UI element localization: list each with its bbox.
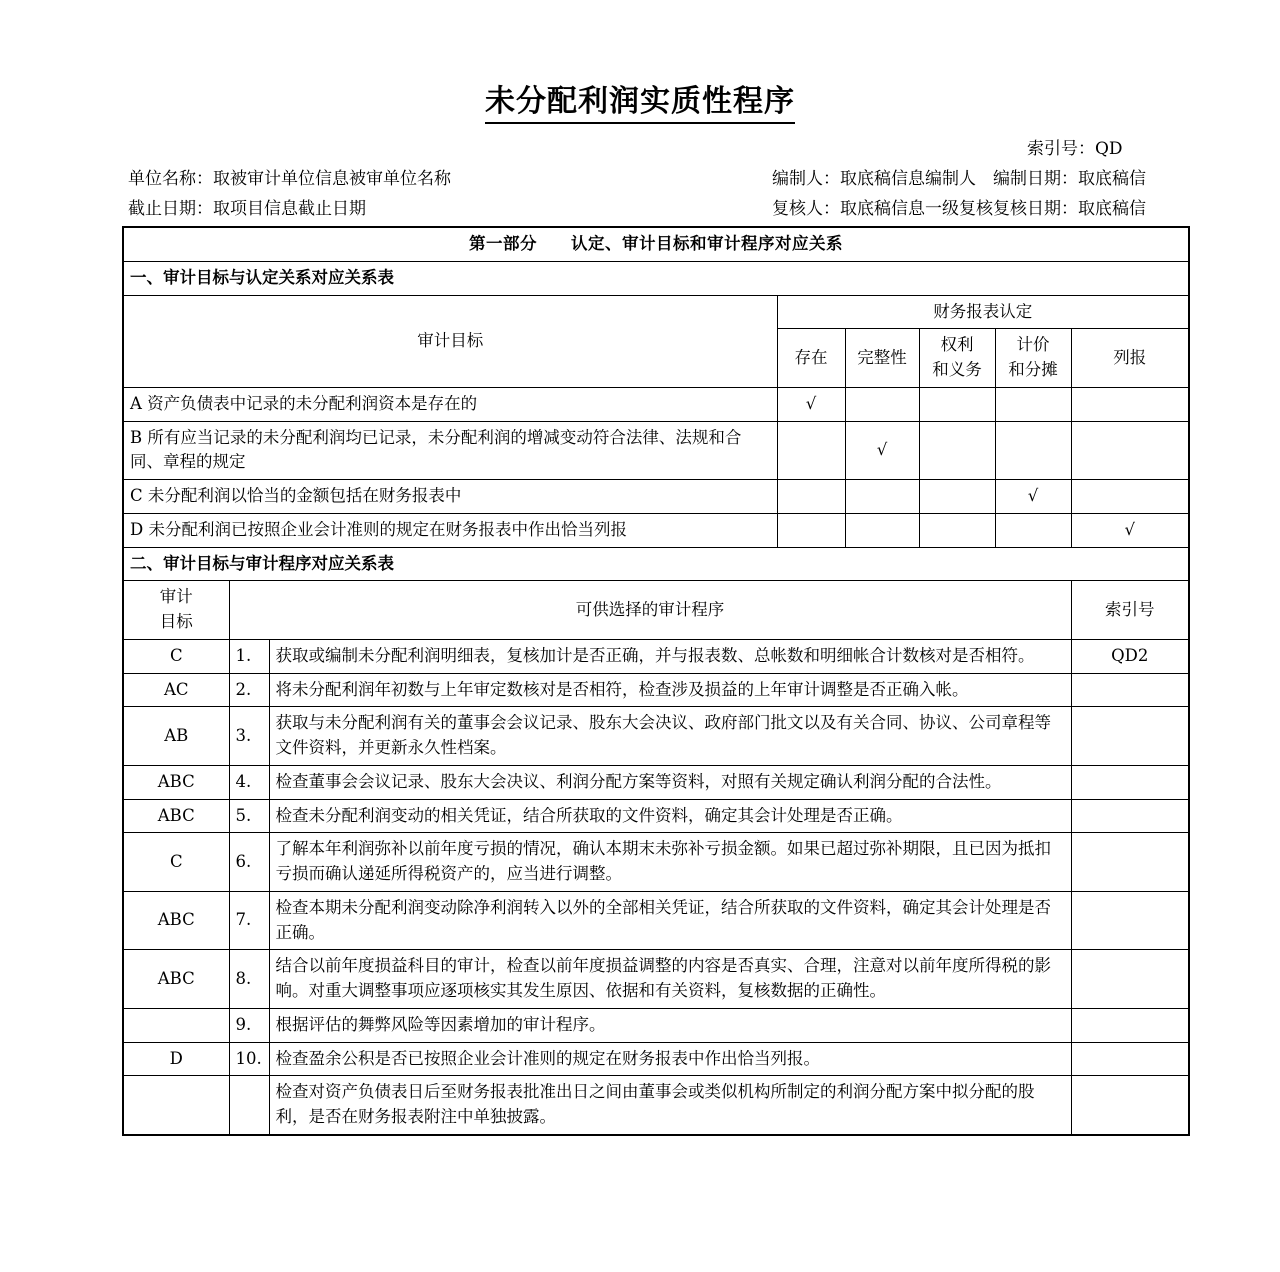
procedure-number-6: 6.: [229, 833, 269, 892]
assertion-row-a-valuation: [995, 387, 1071, 421]
section-two-row: [123, 547, 1189, 581]
procedure-header-objective-line1: 审计: [159, 587, 193, 607]
procedure-number-4: 4.: [229, 765, 269, 799]
assertion-row-a-presentation: [1071, 387, 1189, 421]
procedure-number-10: 10.: [229, 1042, 269, 1076]
procedure-objective-5: ABC: [123, 799, 229, 833]
meta-cutoff-date: 截止日期：取项目信息截止日期: [128, 199, 366, 219]
assertion-col-rights-obligations: [919, 329, 995, 388]
procedure-text-2: 将未分配利润年初数与上年审定数核对是否相符，检查涉及损益的上年审计调整是否正确入帐。: [269, 673, 1071, 707]
procedure-header-index: 索引号: [1071, 581, 1189, 640]
procedure-index-3: [1071, 707, 1189, 766]
assertion-col-valuation-line1: 计价: [1016, 335, 1050, 355]
assertion-col-existence-label: 存在: [794, 347, 828, 367]
procedure-index-9: [1071, 1008, 1189, 1042]
title-area: [0, 0, 1280, 124]
procedure-header-objective-line2: 目标: [159, 612, 193, 631]
procedure-objective-1: C: [123, 639, 229, 673]
audit-program-table-wrapper: [122, 226, 1188, 1136]
assertion-col-valuation-allocation: [995, 329, 1071, 388]
assertion-row-a-rights: [919, 387, 995, 421]
procedure-index-5: [1071, 799, 1189, 833]
procedure-index-7: [1071, 891, 1189, 950]
assertion-row-d-valuation: [995, 513, 1071, 547]
assertion-row-c-valuation: √: [995, 480, 1071, 514]
assertion-col-completeness: [845, 329, 919, 388]
assertion-row-c-existence: [777, 480, 845, 514]
procedure-text-11: 检查对资产负债表日后至财务报表批准出日之间由董事会或类似机构所制定的利润分配方案中拟分配的股利，是否在财务报表附注中单独披露。: [269, 1076, 1071, 1135]
assertion-row-a-completeness: [845, 387, 919, 421]
procedure-objective-2: AC: [123, 673, 229, 707]
part-one-band: [123, 227, 1189, 261]
procedure-objective-7: ABC: [123, 891, 229, 950]
procedure-text-5: 检查未分配利润变动的相关凭证，结合所获取的文件资料，确定其会计处理是否正确。: [269, 799, 1071, 833]
procedure-number-11: [229, 1076, 269, 1135]
assertion-row-c-presentation: [1071, 480, 1189, 514]
procedure-text-9: 根据评估的舞弊风险等因素增加的审计程序。: [269, 1008, 1071, 1042]
procedure-number-1: 1.: [229, 639, 269, 673]
assertion-row-d: [123, 513, 1189, 547]
assertion-row-b-existence: [777, 421, 845, 480]
table-row: [123, 765, 1189, 799]
page-title: 未分配利润实质性程序: [485, 84, 795, 124]
index-number-label: 索引号：QD: [1027, 139, 1123, 159]
table-row: [123, 950, 1189, 1009]
assertion-col-presentation: [1071, 329, 1189, 388]
procedure-index-11: [1071, 1076, 1189, 1135]
procedure-number-9: 9.: [229, 1008, 269, 1042]
section-one-row: [123, 261, 1189, 295]
procedure-objective-4: ABC: [123, 765, 229, 799]
meta-reviewer-line: 复核人：取底稿信息一级复核复核日期：取底稿信: [772, 199, 1146, 219]
table-row: [123, 833, 1189, 892]
procedure-index-10: [1071, 1042, 1189, 1076]
procedure-header-procedure: 可供选择的审计程序: [229, 581, 1071, 640]
procedure-objective-3: AB: [123, 707, 229, 766]
audit-program-table: [122, 226, 1190, 1136]
procedure-text-3: 获取与未分配利润有关的董事会会议记录、股东大会决议、政府部门批文以及有关合同、协议、公司章程等文件资料，并更新永久性档案。: [269, 707, 1071, 766]
table-row: [123, 707, 1189, 766]
procedure-text-4: 检查董事会会议记录、股东大会决议、利润分配方案等资料，对照有关规定确认利润分配的合法性。: [269, 765, 1071, 799]
table-row: [123, 799, 1189, 833]
assertion-row-d-existence: [777, 513, 845, 547]
part-one-band-label: 第一部分 认定、审计目标和审计程序对应关系: [469, 234, 843, 253]
assertion-col-completeness-label: 完整性: [857, 347, 907, 367]
table-row: [123, 1076, 1189, 1135]
table-row: [123, 673, 1189, 707]
procedure-index-6: [1071, 833, 1189, 892]
part-one-band-row: [123, 227, 1189, 261]
section-one-heading: 一、审计目标与认定关系对应关系表: [123, 261, 1189, 295]
document-meta-header: [0, 134, 1280, 220]
procedure-index-1: QD2: [1071, 639, 1189, 673]
assertion-col-rights-line2: 和义务: [932, 360, 982, 379]
meta-right-column: [772, 164, 1280, 224]
meta-left-column: [128, 164, 451, 224]
assertion-row-b-completeness: √: [845, 421, 919, 480]
assertion-col-presentation-label: 列报: [1113, 347, 1147, 367]
assertion-row-c: [123, 480, 1189, 514]
procedure-text-8: 结合以前年度损益科目的审计，检查以前年度损益调整的内容是否真实、合理，注意对以前年度所得税的影响。对重大调整事项应逐项核实其发生原因、依据和有关资料，复核数据的正确性。: [269, 950, 1071, 1009]
procedure-objective-6: C: [123, 833, 229, 892]
assertion-row-c-label: C 未分配利润以恰当的金额包括在财务报表中: [123, 480, 777, 514]
procedure-text-7: 检查本期未分配利润变动除净利润转入以外的全部相关凭证，结合所获取的文件资料，确定其会计处理是否正确。: [269, 891, 1071, 950]
assertion-row-d-rights: [919, 513, 995, 547]
assertion-row-d-completeness: [845, 513, 919, 547]
table-row: [123, 891, 1189, 950]
procedure-number-3: 3.: [229, 707, 269, 766]
assertion-group-header: 财务报表认定: [777, 295, 1189, 329]
meta-preparer-line: 编制人：取底稿信息编制人 编制日期：取底稿信: [772, 169, 1146, 189]
assertion-row-a-label: A 资产负债表中记录的未分配利润资本是存在的: [123, 387, 777, 421]
procedure-objective-8: ABC: [123, 950, 229, 1009]
procedure-header-objective: [123, 581, 229, 640]
assertion-objective-header: 审计目标: [123, 295, 777, 387]
table-row: [123, 639, 1189, 673]
procedure-number-2: 2.: [229, 673, 269, 707]
procedure-objective-9: [123, 1008, 229, 1042]
table-row: [123, 1042, 1189, 1076]
table-row: [123, 1008, 1189, 1042]
procedure-text-10: 检查盈余公积是否已按照企业会计准则的规定在财务报表中作出恰当列报。: [269, 1042, 1071, 1076]
assertion-header-group-row: [123, 295, 1189, 329]
assertion-col-existence: [777, 329, 845, 388]
assertion-row-a-existence: √: [777, 387, 845, 421]
assertion-row-b-valuation: [995, 421, 1071, 480]
assertion-row-b-rights: [919, 421, 995, 480]
procedure-header-row: [123, 581, 1189, 640]
section-two-heading: 二、审计目标与审计程序对应关系表: [123, 547, 1189, 581]
assertion-row-b-presentation: [1071, 421, 1189, 480]
assertion-row-c-rights: [919, 480, 995, 514]
procedure-index-4: [1071, 765, 1189, 799]
procedure-number-7: 7.: [229, 891, 269, 950]
assertion-col-valuation-line2: 和分摊: [1008, 360, 1058, 379]
meta-unit-name: 单位名称：取被审计单位信息被审单位名称: [128, 169, 451, 189]
procedure-number-8: 8.: [229, 950, 269, 1009]
procedure-objective-10: D: [123, 1042, 229, 1076]
assertion-row-d-label: D 未分配利润已按照企业会计准则的规定在财务报表中作出恰当列报: [123, 513, 777, 547]
assertion-row-c-completeness: [845, 480, 919, 514]
assertion-row-d-presentation: √: [1071, 513, 1189, 547]
procedure-index-8: [1071, 950, 1189, 1009]
assertion-row-a: [123, 387, 1189, 421]
procedure-text-6: 了解本年利润弥补以前年度亏损的情况，确认本期末未弥补亏损金额。如果已超过弥补期限，且已因为抵扣亏损而确认递延所得税资产的，应当进行调整。: [269, 833, 1071, 892]
procedure-index-2: [1071, 673, 1189, 707]
assertion-row-b: [123, 421, 1189, 480]
procedure-text-1: 获取或编制未分配利润明细表，复核加计是否正确，并与报表数、总帐数和明细帐合计数核对是否相符。: [269, 639, 1071, 673]
procedure-number-5: 5.: [229, 799, 269, 833]
assertion-col-rights-line1: 权利: [940, 335, 974, 355]
procedure-objective-11: [123, 1076, 229, 1135]
assertion-row-b-label: B 所有应当记录的未分配利润均已记录，未分配利润的增减变动符合法律、法规和合同、章程的规定: [123, 421, 777, 480]
